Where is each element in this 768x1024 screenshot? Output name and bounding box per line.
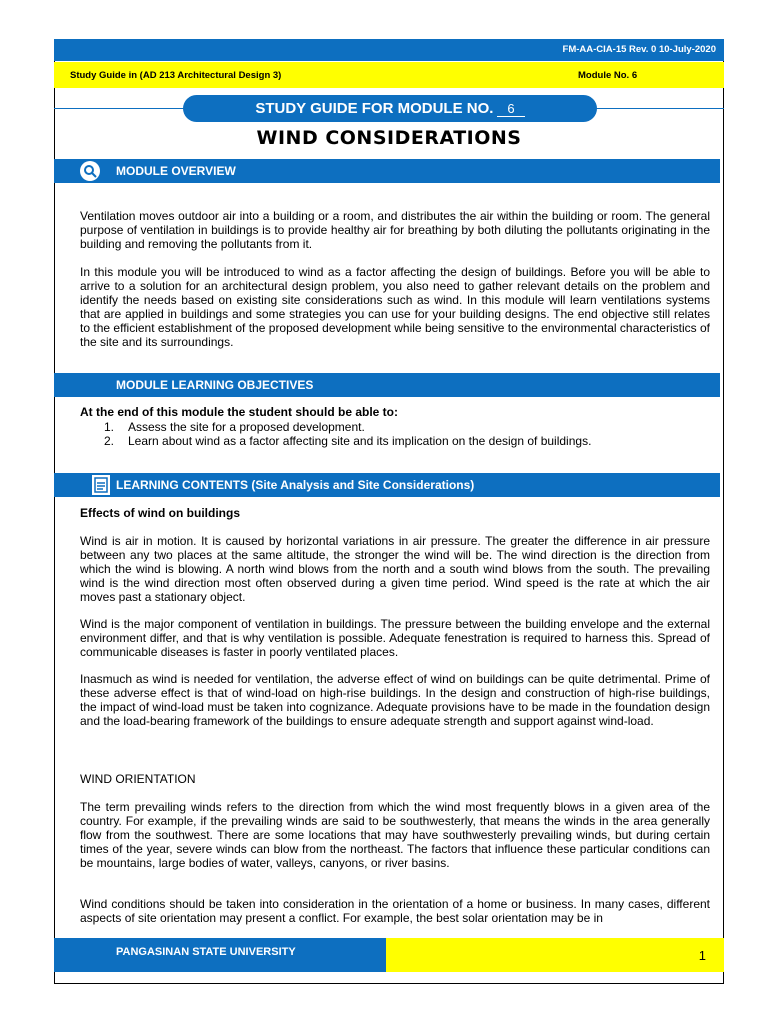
orientation-paragraph: Wind conditions should be taken into consideration in the orientation of a home or business. In many cases, different aspects of site orientation may present a conflict. For example, the best solar orientation may be in [80, 897, 710, 925]
section-module-overview [54, 159, 720, 183]
course-label: Study Guide in (AD 213 Architectural Design 3) [70, 70, 282, 81]
content-subheading: Effects of wind on buildings [80, 506, 240, 520]
content-paragraph: Wind is air in motion. It is caused by horizontal variations in air pressure. The greater the difference in air pressure between any two places at the same altitude, the stronger the wind will be. The wind direction is the direction from which the wind is blowing. A north wind blows from the north and a south wind blows from the south. The prevailing wind is the wind direction most often observed during a given time period. Wind speed is the rate at which the air moves past a stationary object. [80, 534, 710, 604]
document-title: WIND CONSIDERATIONS [256, 127, 522, 149]
footer-yellow-bar [386, 938, 724, 972]
section-heading: MODULE LEARNING OBJECTIVES [116, 378, 314, 392]
orientation-heading: WIND ORIENTATION [80, 772, 196, 786]
list-item: 1. Assess the site for a proposed development. [104, 420, 365, 434]
objectives-list [104, 420, 591, 448]
orientation-paragraph: The term prevailing winds refers to the direction from which the wind most frequently blows in a given area of the country. For example, if the prevailing winds are said to be southwesterly, that means the winds in the area generally flow from the southwest. There are some locations that may have southwesterly prevailing winds, but during certain times of the year, severe winds can blow from the northeast. The factors that influence these particular conditions can be mountains, large bodies of water, valleys, canyons, or river basins. [80, 800, 710, 870]
section-heading: MODULE OVERVIEW [116, 164, 236, 178]
form-code: FM-AA-CIA-15 Rev. 0 10-July-2020 [562, 44, 716, 55]
document-icon [92, 475, 110, 495]
objectives-intro: At the end of this module the student should be able to: [80, 405, 398, 419]
section-heading: LEARNING CONTENTS (Site Analysis and Site Considerations) [116, 478, 475, 492]
content-paragraph: Inasmuch as wind is needed for ventilation, the adverse effect of wind on buildings can be quite detrimental. Prime of these adverse effect is that of wind-load on high-rise buildings. In the design and construction of high-rise buildings, the impact of wind-load must be taken into cognizance. Adequate provisions have to be made in the foundation design and the load-bearing framework of the buildings to ensure adequate strength and support against wind-load. [80, 672, 710, 728]
section-learning-objectives [54, 373, 720, 397]
list-item: 2. Learn about wind as a factor affecting site and its implication on the design of buildings. [104, 434, 592, 448]
university-name: PANGASINAN STATE UNIVERSITY [116, 946, 296, 958]
overview-paragraph: Ventilation moves outdoor air into a building or a room, and distributes the air within the building or room. The general purpose of ventilation in buildings is to provide healthy air for breathing by both diluting the pollutants originating in the building and removing the pollutants from it. [80, 209, 710, 251]
section-learning-contents [54, 473, 720, 497]
study-guide-number: 6 [497, 101, 524, 117]
magnifier-icon [80, 161, 100, 181]
study-guide-title: STUDY GUIDE FOR MODULE NO. [255, 100, 494, 117]
overview-paragraph: In this module you will be introduced to wind as a factor affecting the design of buildings. Before you will be able to arrive to a solution for an architectural design problem, you also need to gather relevant details on the problem and identify the needs based on existing site considerations such as wind. In this module will learn ventilations systems that are applied in buildings and some strategies you can use for your building designs. The end objective still relates to the efficient establishment of the proposed development while being sensitive to the environmental characteristics of the site and its surroundings. [80, 265, 710, 349]
study-guide-banner [183, 95, 597, 122]
content-paragraph: Wind is the major component of ventilation in buildings. The pressure between the building envelope and the external environment differ, and that is why ventilation is possible. Adequate fenestration is required to harness this. Spread of communicable diseases is faster in poorly ventilated places. [80, 617, 710, 659]
module-number-label: Module No. 6 [578, 70, 638, 81]
page-number: 1 [698, 948, 706, 963]
